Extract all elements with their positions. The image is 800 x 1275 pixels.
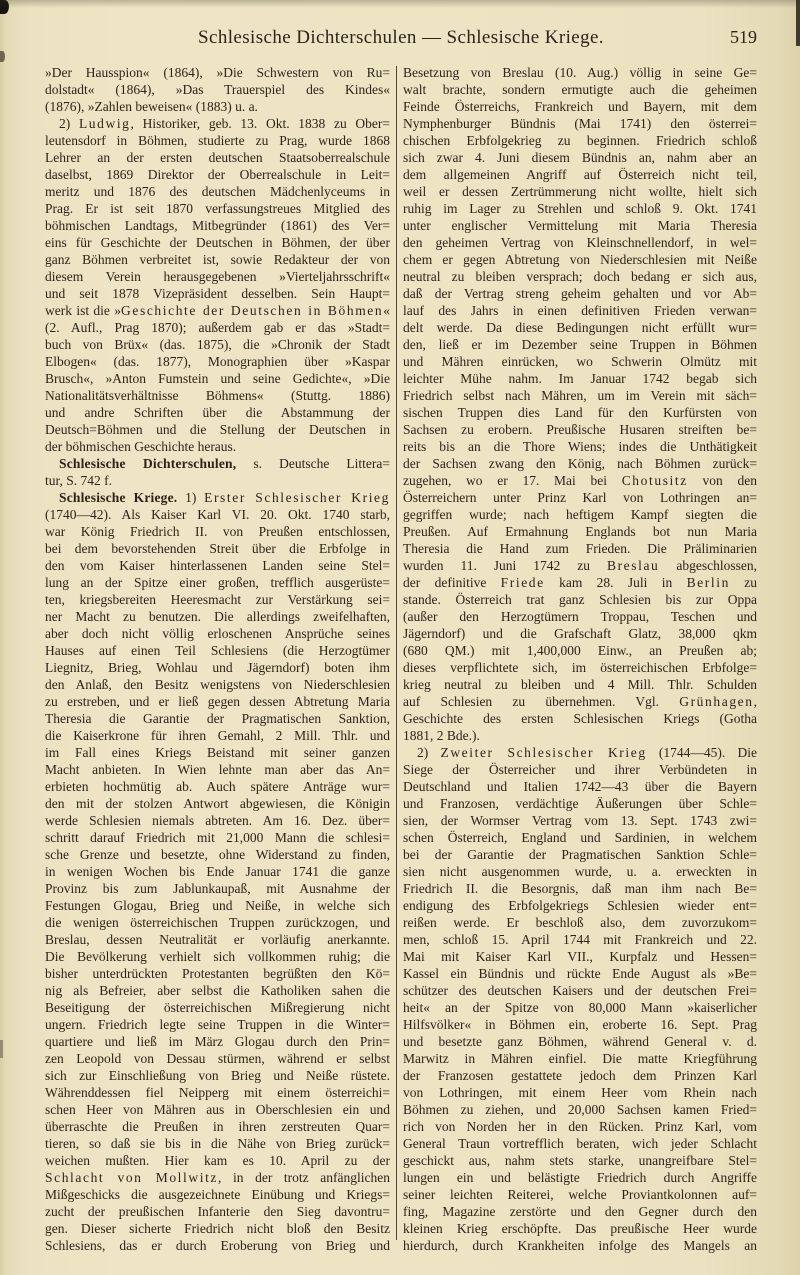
- text-line: Beseitigung der österreichischen Mißregierung nicht: [45, 1000, 390, 1015]
- text-line: Liegnitz, Brieg, Wohlau und Jägerndorf) boten ihm: [45, 660, 390, 675]
- text-line: und Mähren einrücken, wo Schwerin Olmütz mit: [403, 354, 757, 369]
- text-line: fing, Magazine zerstörte und den Gegner durch den: [403, 1204, 757, 1219]
- text-line: 1881, 2 Bde.).: [403, 728, 480, 743]
- emphasized-text: Grünhagen: [679, 694, 754, 709]
- text-line: schen Heer von Mähren aus in Oberschlesien ein und: [45, 1102, 390, 1117]
- page-number: 519: [730, 27, 757, 47]
- text-line: Deutschland und Italien 1742—43 über die Bayern: [403, 779, 757, 794]
- text-line: zugehen, wo er 17. Mai bei Chotusitz von den: [403, 473, 757, 488]
- emphasized-text: Friede: [500, 575, 545, 590]
- text-line: den geheimen Vertrag von Kleinschnellendorf, in wel=: [403, 235, 757, 250]
- text-line: chischen Erbfolgekrieg zu beginnen. Friedrich schloß: [403, 133, 757, 148]
- text-line: 2) Ludwig, Historiker, geb. 13. Okt. 1838 zu Ober=: [59, 116, 390, 131]
- text-line: Besetzung von Breslau (10. Aug.) völlig in seine Ge=: [403, 65, 757, 80]
- text-line: gen. Dieser sicherte Friedrich nicht bloß den Besitz: [45, 1221, 390, 1236]
- text-line: Festungen Glogau, Brieg und Neiße, in welche sich: [45, 898, 390, 913]
- text-line: den Anlaß, den Besitz wenigstens von Niederschlesien: [45, 677, 390, 692]
- text-line: Friedrich II. die Besorgnis, daß man ihm nach Be=: [403, 881, 757, 896]
- text-line: den, ließ er im Dezember seine Truppen in Böhmen: [403, 337, 757, 352]
- text-line: leutensdorf in Böhmen, studierte zu Prag, wurde 1868: [45, 133, 390, 148]
- text-line: zu erstreben, und er ließ gegen dessen Abtretung Maria: [45, 694, 390, 709]
- text-line: Macht anbieten. In Wien lehnte man aber das An=: [45, 762, 390, 777]
- text-line: (1740—42). Als Kaiser Karl VI. 20. Okt. 1740 starb,: [45, 507, 390, 522]
- text-line: rich von Norden her in den Rücken. Prinz Karl, vom: [403, 1119, 757, 1134]
- text-line: daß der Vertrag streng geheim gehalten und vor Ab=: [403, 286, 757, 301]
- emphasized-text: Schlacht von Mollwitz: [45, 1170, 219, 1185]
- text-line: Marwitz in Mähren einfiel. Die matte Kriegführung: [403, 1051, 757, 1066]
- text-line: Provinz bis zum Jablunkaupaß, mit Ausnahme der: [45, 881, 390, 896]
- text-line: die Kaiserkrone für ihren Gemahl, 2 Mill. Thlr. und: [45, 728, 390, 743]
- text-line: quartiere und ließ im März Glogau durch den Prin=: [45, 1034, 390, 1049]
- text-line: sche Grenze und besetzte, ohne Widerstand zu finden,: [45, 847, 390, 862]
- text-line: der Sachsen zwang den König, nach Böhmen zurück=: [403, 456, 757, 471]
- text-line: sien nicht ausgenommen wurde, u. a. erweckten in: [403, 864, 757, 879]
- text-line: sich zur Einschließung von Brieg und Neiße rüstete.: [45, 1068, 390, 1083]
- text-line: geschickt aus, nahm stets starke, unangreifbare Stel=: [403, 1153, 757, 1168]
- text-line: auf Schlesien zu übernehmen. Vgl. Grünhagen,: [403, 694, 757, 709]
- text-line: chem er gegen Abtretung von Niederschlesien mit Neiße: [403, 252, 757, 267]
- text-line: ganz Böhmen verbreitet ist, sowie Redakteur der von: [45, 252, 390, 267]
- text-line: seiner leichten Reiterei, welche Proviantkolonnen auf=: [403, 1187, 757, 1202]
- text-line: heit« an der Spitze von 80,000 Mann »kaiserlicher: [403, 1000, 757, 1015]
- text-column-left: [45, 64, 390, 1254]
- text-line: Hilfsvölker« in Böhmen ein, eroberte 16. Sept. Prag: [403, 1017, 757, 1032]
- text-line: und besetzte ganz Böhmen, während General v. d.: [403, 1034, 757, 1049]
- text-line: Mißgeschicks die ausgezeichnete Einübung und Kriegs=: [45, 1187, 390, 1202]
- text-line: den vom Kaiser hinterlassenen Landen seine Stel=: [45, 558, 390, 573]
- text-line: Kassel ein Bündnis und rückte Ende August als »Be=: [403, 966, 757, 981]
- text-line: diesem Verein herausgegebenen »Vierteljahrsschrift«: [45, 269, 390, 284]
- text-line: Breslau, dessen Neutralität er vorläufig anerkannte.: [45, 932, 390, 947]
- text-line: Sachsen zu erobern. Preußische Husaren streiften be=: [403, 422, 757, 437]
- text-line: ruhig im Lager zu Strehlen und schloß 9. Okt. 1741: [403, 201, 757, 216]
- emphasized-text: Berlin: [686, 575, 730, 590]
- text-line: Elbogen« (das. 1877), Monographien über »Kaspar: [45, 354, 390, 369]
- text-line: der definitive Friede kam 28. Juli in Berlin zu: [403, 575, 758, 590]
- text-line: der Franzosen gestattete jedoch dem Prinzen Karl: [403, 1068, 757, 1083]
- text-line: Prag. Er ist seit 1870 verfassungstreues Mitglied des: [45, 201, 390, 216]
- text-line: stande. Österreich trat ganz Schlesien bis zur Oppa: [403, 592, 757, 607]
- text-line: Deutsch=Böhmen und die Stellung der Deutschen in: [45, 422, 390, 437]
- text-line: krieg neutral zu bleiben und 4 Mill. Thlr. Schulden: [403, 677, 757, 692]
- text-line: (2. Aufl., Prag 1870); außerdem gab er das »Stadt=: [45, 320, 390, 335]
- text-line: Theresia die Garantie der Pragmatischen Sanktion,: [45, 711, 390, 726]
- text-line: delt werde. Da diese Bedingungen nicht erfüllt wur=: [403, 320, 757, 335]
- text-line: dieses verpflichtete sich, im österreichischen Erbfolge=: [403, 660, 757, 675]
- running-title: Schlesische Dichterschulen — Schlesische Kriege.: [198, 27, 604, 48]
- text-line: böhmischen Landtags, Mitbegründer (1861) des Ver=: [45, 218, 390, 233]
- text-line: neutral zu bleiben versprach; doch bedang er sich aus,: [403, 269, 757, 284]
- text-line: bei dem bevorstehenden Streit über die Erbfolge in: [45, 541, 390, 556]
- text-line: nig als Befreier, aber selbst die Katholiken sahen die: [45, 983, 390, 998]
- emphasized-text: Breslau: [606, 558, 660, 573]
- text-line: Siege der Österreicher und ihrer Verbündeten in: [403, 762, 757, 777]
- text-line: Preußen. Auf Ermahnung Englands bot nun Maria: [403, 524, 757, 539]
- text-line: Feinde Österreichs, Frankreich und Bayern, mit dem: [403, 99, 757, 114]
- text-line: wurden 11. Juni 1742 zu Breslau abgeschlossen,: [403, 558, 757, 573]
- text-line: im Fall eines Kriegs Beistand mit seiner ganzen: [45, 745, 390, 760]
- text-line: tur, S. 742 f.: [45, 473, 112, 488]
- text-line: walt brachte, sondern ermutigte auch die geheimen: [403, 82, 757, 97]
- text-line: und andre Schriften über die Abstammung der: [45, 405, 390, 420]
- text-line: Friedrich selbst nach Mähren, um im Verein mit säch=: [403, 388, 757, 403]
- text-column-right: [403, 64, 757, 1254]
- text-line: Schlacht von Mollwitz, in der trotz anfänglichen: [45, 1170, 390, 1185]
- text-line: »Der Hausspion« (1864), »Die Schwestern von Ru=: [45, 65, 390, 80]
- text-line: buch von Brüx« (das. 1875), die »Chronik der Stadt: [45, 337, 390, 352]
- text-line: (680 QM.) mit 1,400,000 Einw., an Preußen ab;: [403, 643, 757, 658]
- column-divider: [396, 66, 397, 1240]
- text-line: Schlesische Dichterschulen, s. Deutsche Littera=: [59, 456, 390, 471]
- text-columns: [45, 64, 757, 1254]
- text-line: sischen Truppen dies Land für den Kurfürsten von: [403, 405, 757, 420]
- text-line: Theresia die Hand zum Frieden. Die Präliminarien: [403, 541, 757, 556]
- text-line: weichen mußten. Hier kam es 10. April zu der: [45, 1153, 390, 1168]
- text-line: werde Schlesien niemals abtreten. Am 16. Dez. über=: [45, 813, 390, 828]
- scan-artifact: [0, 51, 5, 62]
- text-line: von Lothringen, mit einem Heer vom Rhein nach: [403, 1085, 757, 1100]
- text-line: hierdurch, durch Krankheiten infolge des Mangels an: [403, 1238, 757, 1253]
- text-line: war König Friedrich II. von Preußen entschlossen,: [45, 524, 390, 539]
- text-line: Österreichern unter Prinz Karl von Lothringen an=: [403, 490, 757, 505]
- text-line: ungern. Friedrich legte seine Truppen in die Winter=: [45, 1017, 390, 1032]
- scan-artifact: [0, 0, 9, 14]
- text-line: lung an der Spitze einer großen, trefflich ausgerüste=: [45, 575, 390, 590]
- text-line: aber doch nicht völlig erloschenen Ansprüche seines: [45, 626, 390, 641]
- text-line: gegriffen wurde; nach heftigem Kampf siegten die: [403, 507, 757, 522]
- text-line: leichter Mühe nahm. Im Januar 1742 begab sich: [403, 371, 757, 386]
- text-line: lungen ein und belästigte Friedrich durch Angriffe: [403, 1170, 757, 1185]
- text-line: zen Leopold von Dessau stürmen, während er selbst: [45, 1051, 390, 1066]
- text-line: dem allgemeinen Angriff auf Österreich nicht teil,: [403, 167, 757, 182]
- text-line: sich zwar 4. Juni diesem Bündnis an, nahm aber an: [403, 150, 757, 165]
- text-line: in wenigen Wochen bis Ende Januar 1741 die ganze: [45, 864, 390, 879]
- text-line: bisher unterdrückten Protestanten begrüßten den Kö=: [45, 966, 390, 981]
- text-line: Schlesiens, das er durch Eroberung von Brieg und: [45, 1238, 390, 1253]
- text-line: und Franzosen, verdächtige Äußerungen über Schle=: [403, 796, 757, 811]
- emphasized-text: Erster Schlesischer Krieg: [204, 490, 391, 505]
- text-line: eins für Geschichte der Deutschen in Böhmen, der über: [45, 235, 390, 250]
- text-line: der böhmischen Geschichte heraus.: [45, 439, 237, 454]
- text-line: reits bis an die Thore Wiens; indes die Unthätigkeit: [403, 439, 757, 454]
- text-line: Böhmen zu ziehen, und 20,000 Sachsen kamen Fried=: [403, 1102, 757, 1117]
- scan-artifact: [0, 1040, 3, 1058]
- text-line: tieren, so daß sie bis in die Nähe von Brieg zurück=: [45, 1136, 390, 1151]
- emphasized-text: Zweiter Schlesischer Krieg: [440, 745, 647, 760]
- text-line: kleinen Krieg erschöpfte. Das preußische Heer wurde: [403, 1221, 757, 1236]
- text-line: meritz und 1876 des deutschen Mädchenlyceums in: [45, 184, 390, 199]
- text-line: Mai mit Kaiser Karl VII., Kurpfalz und Hessen=: [403, 949, 757, 964]
- text-line: reißen werde. Er beschloß also, dem zuvorzukom=: [403, 915, 757, 930]
- text-line: Nymphenburger Bündnis (Mai 1741) den österrei=: [403, 116, 757, 131]
- text-line: endigung des Erbfolgekriegs Schlesien wieder ent=: [403, 898, 757, 913]
- text-line: Jägerndorf) und die Grafschaft Glatz, 38,000 qkm: [403, 626, 757, 641]
- text-line: (1876), »Zahlen beweisen« (1883) u. a.: [45, 99, 258, 114]
- text-line: (außer den Herzogtümern Troppau, Teschen und: [403, 609, 757, 624]
- text-line: Geschichte des ersten Schlesischen Kriegs (Gotha: [403, 711, 757, 726]
- text-line: die wenigen österreichischen Truppen zurückzogen, und: [45, 915, 390, 930]
- text-line: und seit 1878 Vizepräsident desselben. Sein Haupt=: [45, 286, 390, 301]
- text-line: überraschte die Preußen in ihren zerstreuten Quar=: [45, 1119, 390, 1134]
- text-line: schritt darauf Friedrich mit 21,000 Mann die schlesi=: [45, 830, 390, 845]
- page-header: [45, 0, 757, 52]
- emphasized-text: Geschichte der Deutschen in Böhmen: [121, 303, 384, 318]
- text-line: ten, kriegsbereiten Heeresmacht zur Verstärkung sei=: [45, 592, 390, 607]
- text-line: unter englischer Vermittelung mit Maria Theresia: [403, 218, 757, 233]
- text-line: den mit der stolzen Antwort abgewiesen, die Königin: [45, 796, 390, 811]
- text-line: dolstadt« (1864), »Das Trauerspiel des Kindes«: [45, 82, 390, 97]
- text-line: ner Macht zu benutzen. Die allerdings zweifelhaften,: [45, 609, 390, 624]
- text-line: schen Österreich, England und Sardinien, in welchem: [403, 830, 757, 845]
- text-line: schützer des deutschen Kaisers und der deutschen Frei=: [403, 983, 757, 998]
- article-heading: Schlesische Dichterschulen,: [59, 456, 237, 471]
- text-line: werk ist die »Geschichte der Deutschen in Böhmen«: [45, 303, 390, 318]
- text-line: weil er dessen Zertrümmerung nicht wollte, hielt sich: [403, 184, 757, 199]
- text-line: Währenddessen fiel Neipperg mit einem österreichi=: [45, 1085, 390, 1100]
- text-line: Hauses auf einen Teil Schlesiens (die Herzogtümer: [45, 643, 390, 658]
- text-line: General Traun vortrefflich beraten, wich jeder Schlacht: [403, 1136, 757, 1151]
- text-line: men, schloß 15. April 1744 mit Frankreich und 22.: [403, 932, 757, 947]
- text-line: 2) Zweiter Schlesischer Krieg (1744—45). Die: [417, 745, 757, 760]
- text-line: daselbst, 1869 Direktor der Oberrealschule in Leit=: [45, 167, 390, 182]
- text-line: Nationalitätsverhältnisse Böhmens« (Stuttg. 1886): [45, 388, 390, 403]
- text-line: lauf des Jahrs in einen definitiven Frieden verwan=: [403, 303, 757, 318]
- article-heading: Schlesische Kriege.: [59, 490, 178, 505]
- text-line: Schlesische Kriege. 1) Erster Schlesischer Krieg: [59, 490, 391, 505]
- text-line: Brusch«, »Anton Fumstein und seine Gedichte«, »Die: [45, 371, 390, 386]
- text-line: bei der Garantie der Pragmatischen Sanktion Schle=: [403, 847, 757, 862]
- emphasized-text: Ludwig: [78, 116, 131, 131]
- text-line: sien, der Wormser Vertrag vom 13. Sept. 1743 zwi=: [403, 813, 757, 828]
- text-line: Die Bevölkerung verhielt sich vollkommen ruhig; die: [45, 949, 390, 964]
- text-line: erbieten hochmütig ab. Auch spätere Anträge wur=: [45, 779, 390, 794]
- emphasized-text: Chotusitz: [621, 473, 688, 488]
- text-line: Lehrer an der ersten deutschen Staatsoberrealschule: [45, 150, 390, 165]
- scan-artifact: [796, 0, 800, 46]
- text-line: zucht der preußischen Infanterie den Sieg davontru=: [45, 1204, 390, 1219]
